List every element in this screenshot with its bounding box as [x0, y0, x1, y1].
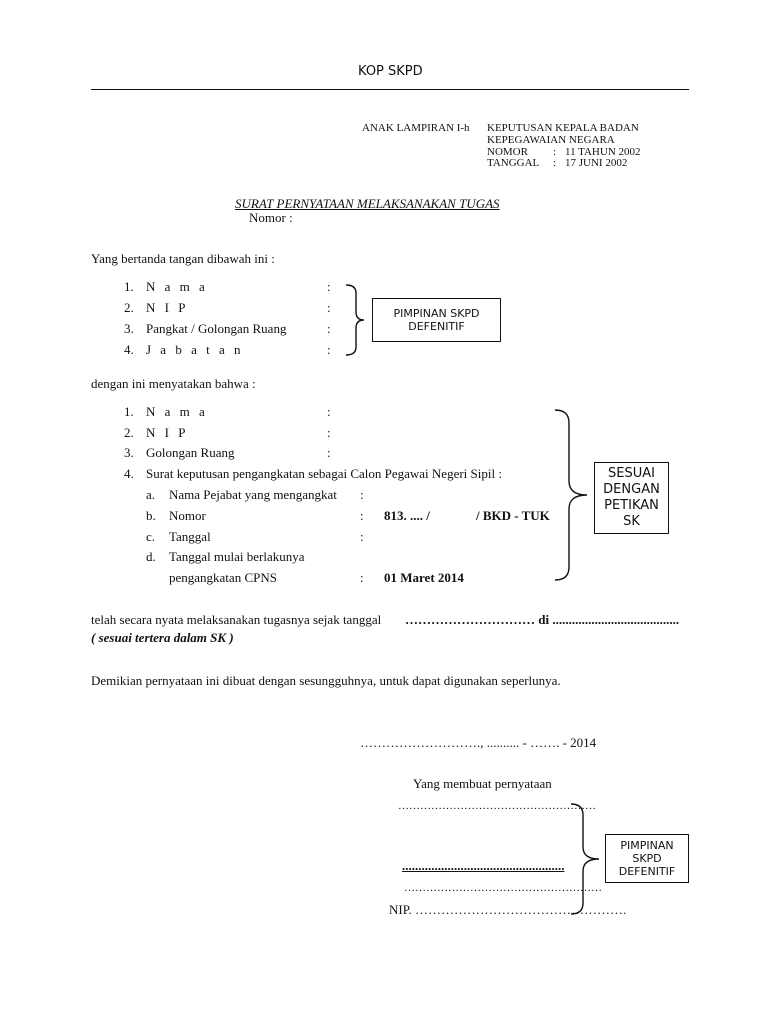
s2-sub-colon: :	[360, 570, 364, 585]
s1-item-num: 1.	[124, 279, 134, 294]
s2-item-num: 2.	[124, 425, 134, 440]
s2-sub-label: Tanggal mulai berlakunya	[169, 549, 305, 564]
lampiran-line1: KEPUTUSAN KEPALA BADAN	[487, 122, 639, 134]
signer-rank-line: ………………………………………………	[404, 882, 602, 894]
closing-statement: Demikian pernyataan ini dibuat dengan sesungguhnya, untuk dapat digunakan seperlunya.	[91, 673, 561, 688]
s2-sub-label-cont: pengangkatan CPNS	[169, 570, 277, 585]
sk-note: ( sesuai tertera dalam SK )	[91, 630, 234, 645]
place-date: ………………………., .......... - ……. - 2014	[360, 735, 597, 750]
s1-item-label: J a b a t a n	[146, 342, 244, 357]
s2-sub-label: Nomor	[169, 508, 206, 523]
section1-intro: Yang bertanda tangan dibawah ini :	[91, 251, 275, 266]
s2-sub-label: Nama Pejabat yang mengangkat	[169, 487, 337, 502]
brace-right-icon	[344, 284, 370, 356]
start-date-statement: telah secara nyata melaksanakan tugasnya sejak tanggal	[91, 612, 382, 627]
s2-item-label: Golongan Ruang	[146, 445, 235, 460]
s2-item-num: 3.	[124, 445, 134, 460]
sk-number-prefix: 813. .... /	[384, 508, 430, 523]
s2-item-colon: :	[327, 425, 331, 440]
box-line: PETIKAN	[604, 498, 659, 513]
section2-intro: dengan ini menyatakan bahwa :	[91, 376, 256, 391]
s2-item-colon: :	[327, 445, 331, 460]
s1-item-colon: :	[327, 321, 331, 336]
pimpinan-skpd-box	[372, 298, 501, 342]
box-line: DEFENITIF	[618, 865, 676, 878]
lampiran-label: ANAK LAMPIRAN I-h	[362, 122, 470, 134]
s1-item-num: 2.	[124, 300, 134, 315]
box-line: SKPD	[632, 852, 662, 865]
s1-item-colon: :	[327, 279, 331, 294]
s2-item-label: N a m a	[146, 404, 208, 419]
s1-item-colon: :	[327, 300, 331, 315]
sk-number-suffix: / BKD - TUK	[476, 508, 550, 523]
s2-sub-colon: :	[360, 508, 364, 523]
signer-nip: NIP. ………………………………………….	[389, 902, 627, 917]
document-nomor: Nomor :	[249, 210, 293, 225]
s2-sub-letter: c.	[146, 529, 156, 544]
s1-item-label: N a m a	[146, 279, 208, 294]
box-line: SESUAI	[608, 466, 655, 481]
kop-skpd-heading: KOP SKPD	[358, 64, 423, 79]
lampiran-line2: KEPEGAWAIAN NEGARA	[487, 134, 615, 146]
lampiran-nomor-value: 11 TAHUN 2002	[565, 146, 641, 158]
pimpinan-skpd-signature-box	[605, 834, 689, 883]
box-line: PIMPINAN SKPD	[393, 307, 480, 320]
s2-sub-colon: :	[360, 487, 364, 502]
signature-line: ………………………………………………	[398, 800, 596, 812]
start-date-blank: ………………………… di .......................................	[405, 612, 680, 627]
sesuai-petikan-sk-box	[594, 462, 669, 534]
s2-sub-letter: a.	[146, 487, 156, 502]
s1-item-label: Pangkat / Golongan Ruang	[146, 321, 287, 336]
s2-item-label: Surat keputusan pengangkatan sebagai Calon Pegawai Negeri Sipil :	[146, 466, 502, 481]
signer-name-line: ..................................................	[402, 858, 565, 873]
s2-item-colon: :	[327, 404, 331, 419]
lampiran-tanggal-value: 17 JUNI 2002	[565, 157, 628, 169]
lampiran-nomor-colon: :	[553, 146, 557, 158]
lampiran-nomor-label: NOMOR	[487, 146, 528, 158]
box-line: PIMPINAN	[620, 839, 674, 852]
s2-item-label: N I P	[146, 425, 189, 440]
s1-item-label: N I P	[146, 300, 189, 315]
s2-sub-colon: :	[360, 529, 364, 544]
document-title: SURAT PERNYATAAN MELAKSANAKAN TUGAS	[235, 196, 500, 211]
box-line: DEFENITIF	[408, 320, 465, 333]
s1-item-colon: :	[327, 342, 331, 357]
s2-item-num: 4.	[124, 466, 134, 481]
brace-right-icon	[569, 803, 605, 915]
s2-sub-letter: b.	[146, 508, 156, 523]
signature-caption: Yang membuat pernyataan	[413, 776, 552, 791]
s2-sub-letter: d.	[146, 549, 156, 564]
s2-sub-label: Tanggal	[169, 529, 211, 544]
s1-item-num: 3.	[124, 321, 134, 336]
box-line: DENGAN	[603, 482, 660, 497]
brace-right-icon	[553, 409, 593, 581]
lampiran-tanggal-label: TANGGAL	[487, 157, 540, 169]
s1-item-num: 4.	[124, 342, 134, 357]
s2-item-num: 1.	[124, 404, 134, 419]
header-divider	[91, 89, 689, 90]
cpns-start-date: 01 Maret 2014	[384, 570, 464, 585]
box-line: SK	[623, 514, 640, 529]
lampiran-tanggal-colon: :	[553, 157, 557, 169]
